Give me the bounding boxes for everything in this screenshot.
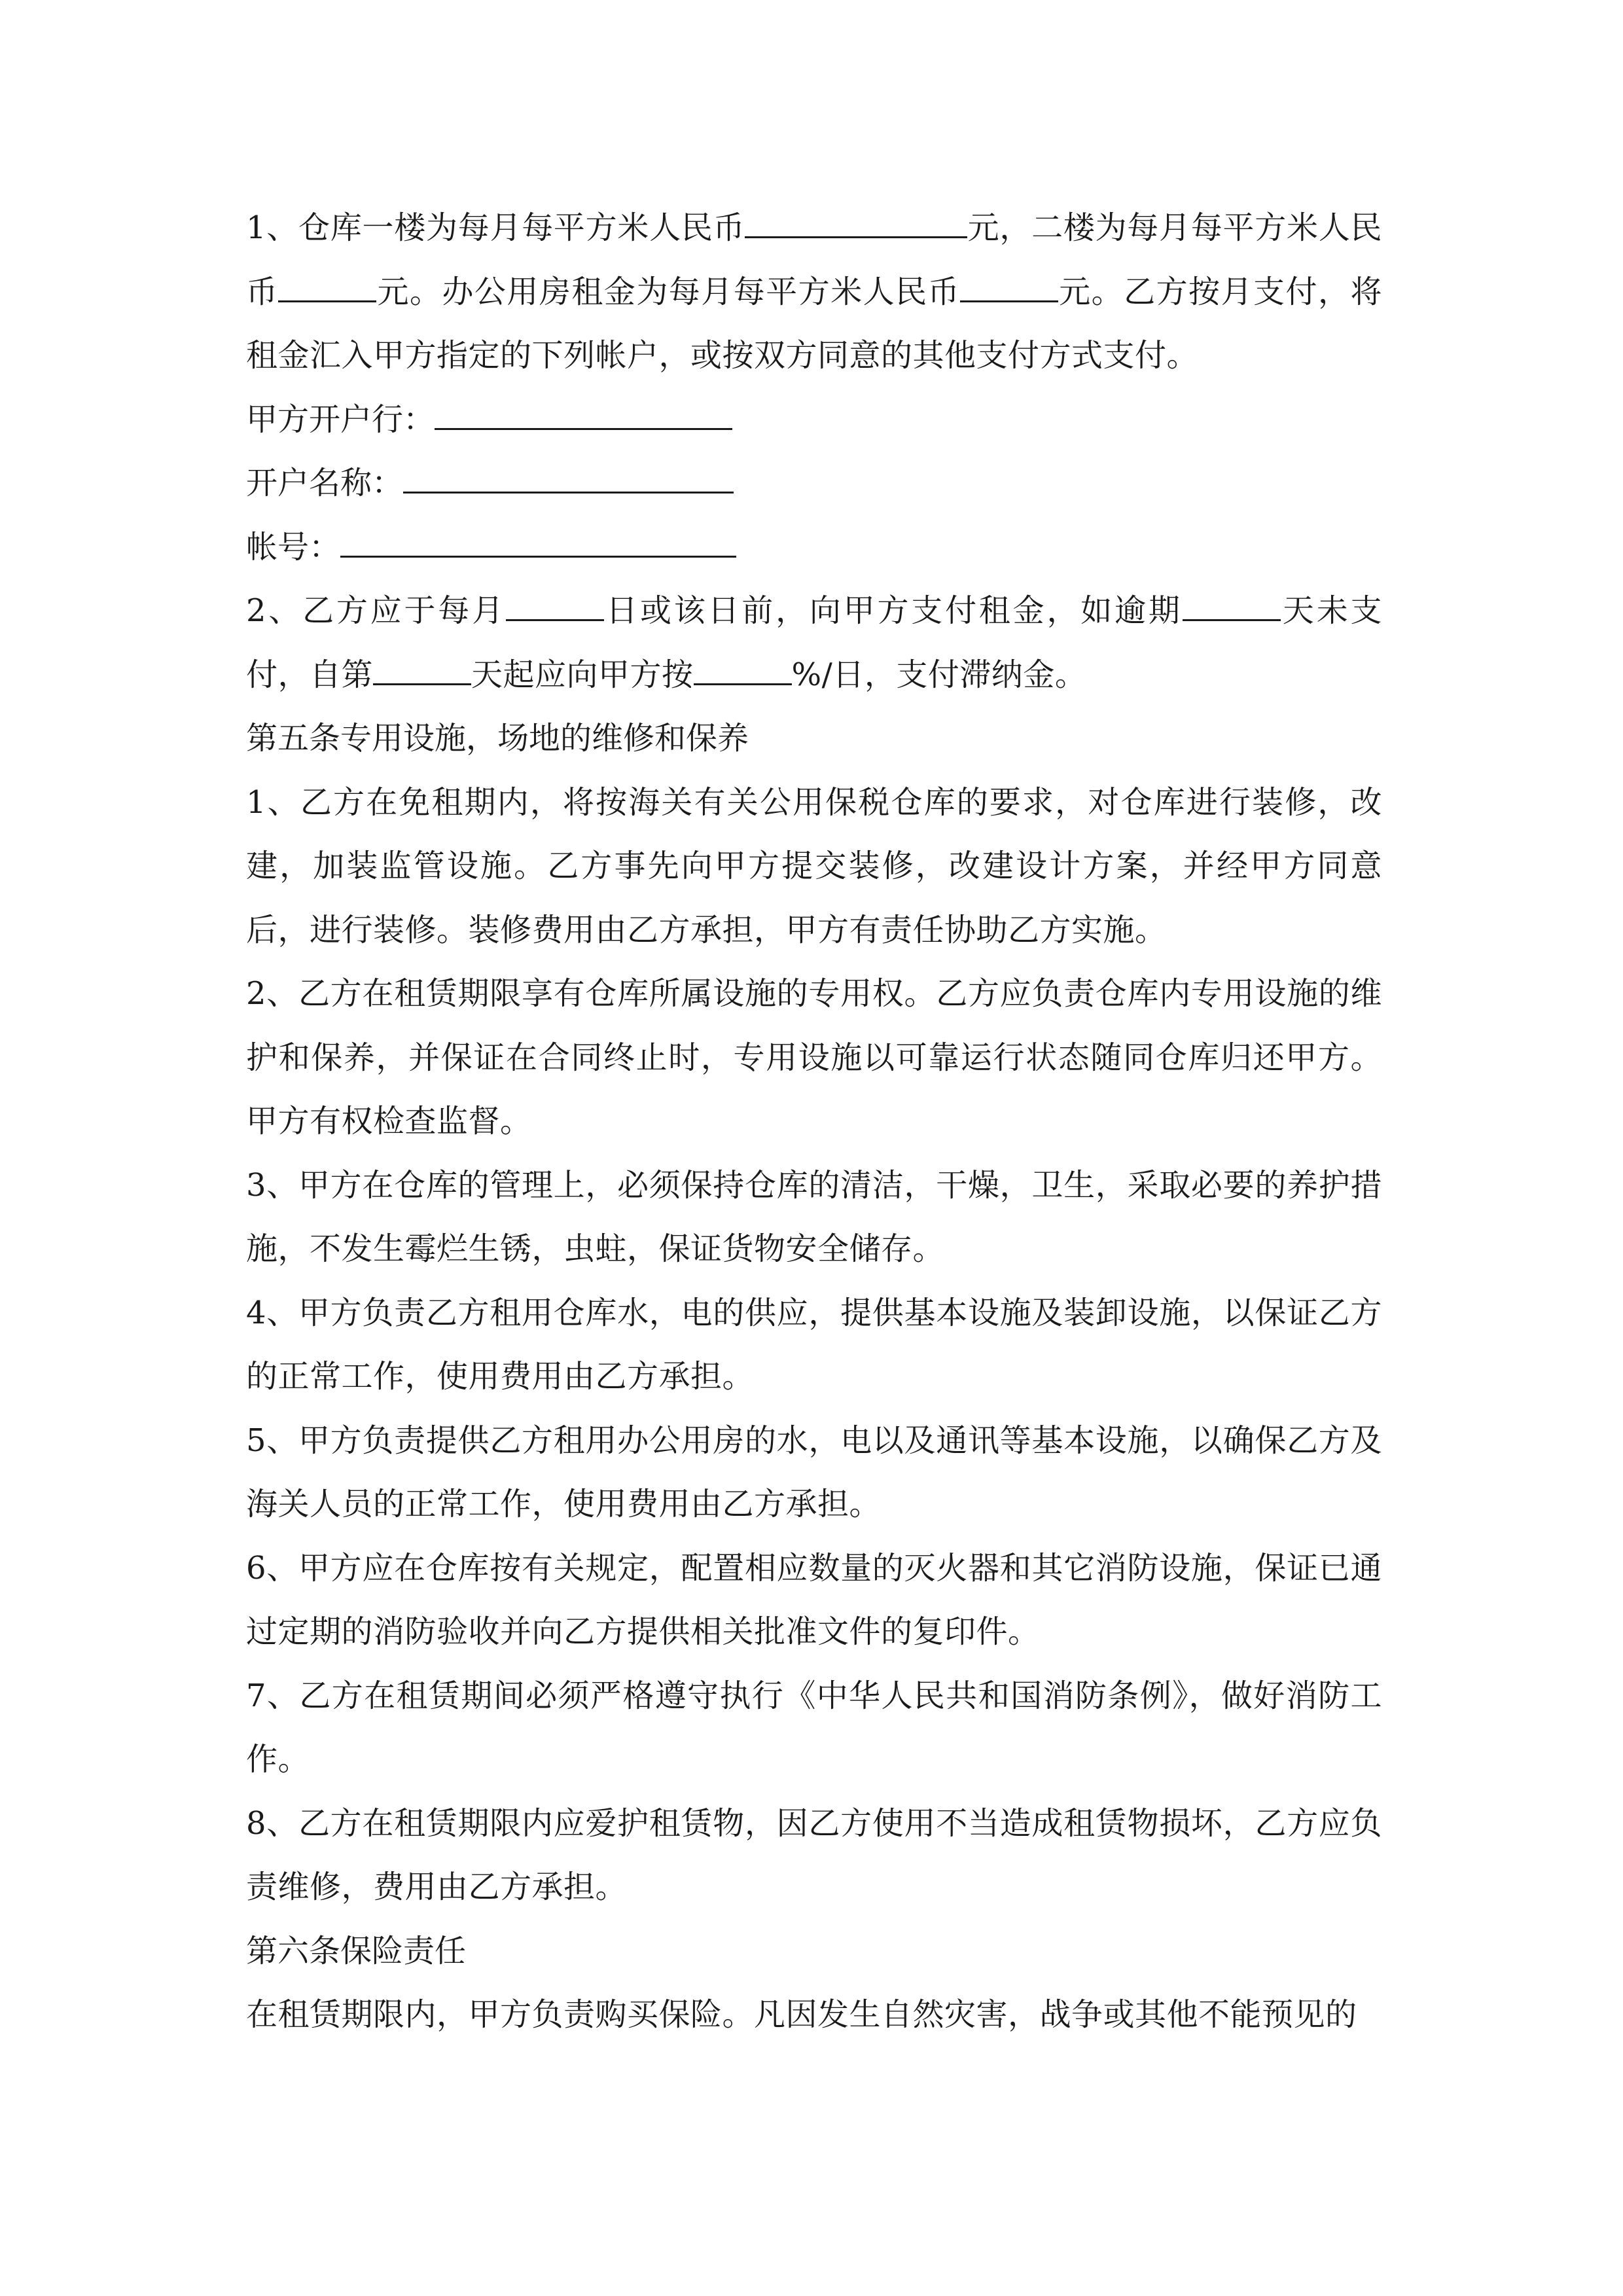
first-floor-rent-blank[interactable] [745,207,967,238]
office-rent-blank[interactable] [960,272,1058,302]
article-5-item-6: 6、甲方应在仓库按有关规定，配置相应数量的灭火器和其它消防设施，保证已通过定期的消防验收并向乙方提供相关批准文件的复印件。 [246,1549,1382,1650]
rent-clause-1-text-f: 将租金汇入甲方指定的下列帐户，或按双方同意的其他支付方式支付。 [246,273,1382,374]
second-floor-rent-blank[interactable] [278,272,376,302]
rent-clause-1-text-e: 元。乙方按月支付， [1058,273,1351,310]
rent-clause-2-text-e: 天起应向甲方按 [471,656,694,693]
article-6-text: 在租赁期限内，甲方负责购买保险。凡因发生自然灾害，战争或其他不能预见的 [246,1996,1357,2033]
penalty-rate-blank[interactable] [694,655,792,685]
article-5-item-3: 3、甲方在仓库的管理上，必须保持仓库的清洁，干燥，卫生，采取必要的养护措施，不发生霉烂生锈，虫蛀，保证货物安全储存。 [246,1166,1382,1267]
article-5-item-7: 7、乙方在租赁期间必须严格遵守执行《中华人民共和国消防条例》，做好消防工作。 [246,1677,1382,1778]
account-name-blank[interactable] [403,463,734,493]
rent-clause-1-text-d: 元。办公用房租金为每月每平方米人民币 [376,273,961,310]
article-5-item-5: 5、甲方负责提供乙方租用办公用房的水，电以及通讯等基本设施，以确保乙方及海关人员的正常工作，使用费用由乙方承担。 [246,1422,1382,1522]
account-number-line [246,516,1382,580]
account-number-label: 帐号： [246,528,341,565]
account-name-label: 开户名称： [246,465,404,501]
rent-clause-1-text-c: 民币 [246,209,1382,310]
penalty-start-day-blank[interactable] [373,655,471,685]
rent-clause-2-text-d: 自第 [310,656,374,693]
rent-clause-2-text-f: %/日，支付滞纳金。 [791,656,1087,693]
rent-clause-2-text-b: 日或该日前，向甲方支付租金，如逾期 [603,592,1183,629]
article-5-item-1: 1、乙方在免租期内，将按海关有关公用保税仓库的要求，对仓库进行装修，改建，加装监管设施。乙方事先向甲方提交装修，改建设计方案，并经甲方同意后，进行装修。装修费用由乙方承担，甲方有责任协助乙方实施。 [246,783,1382,948]
article-5-item-2: 2、乙方在租赁期限享有仓库所属设施的专用权。乙方应负责仓库内专用设施的维护和保养，并保证在合同终止时，专用设施以可靠运行状态随同仓库归还甲方。甲方有权检查监督。 [246,975,1382,1139]
article-5-title: 第五条专用设施，场地的维修和保养 [246,720,749,757]
bank-line [246,388,1382,452]
rent-clause-2-text-a: 2、乙方应于每月 [246,592,506,629]
account-number-blank[interactable] [340,527,736,558]
payment-day-blank[interactable] [506,590,604,621]
article-5-item-4: 4、甲方负责乙方租用仓库水，电的供应，提供基本设施及装卸设施，以保证乙方的正常工作，使用费用由乙方承担。 [246,1294,1382,1395]
article-5-item-8: 8、乙方在租赁期限内应爱护租赁物，因乙方使用不当造成租赁物损坏，乙方应负责维修，费用由乙方承担。 [246,1804,1382,1905]
document-body [246,196,1382,2047]
account-name-line [246,452,1382,516]
rent-clause-1-text-a: 1、仓库一楼为每月每平方米人民币 [246,209,745,246]
rent-clause-2-text-c: 天未支付， [246,592,1382,693]
bank-label: 甲方开户行： [246,401,435,438]
overdue-days-blank[interactable] [1183,590,1281,621]
bank-blank[interactable] [435,399,732,430]
rent-clause-2 [246,579,1382,707]
article-6-title: 第六条保险责任 [246,1932,467,1969]
rent-clause-1-text-b: 元，二楼为每月每平方米人 [967,209,1351,246]
rent-clause-1 [246,196,1382,388]
